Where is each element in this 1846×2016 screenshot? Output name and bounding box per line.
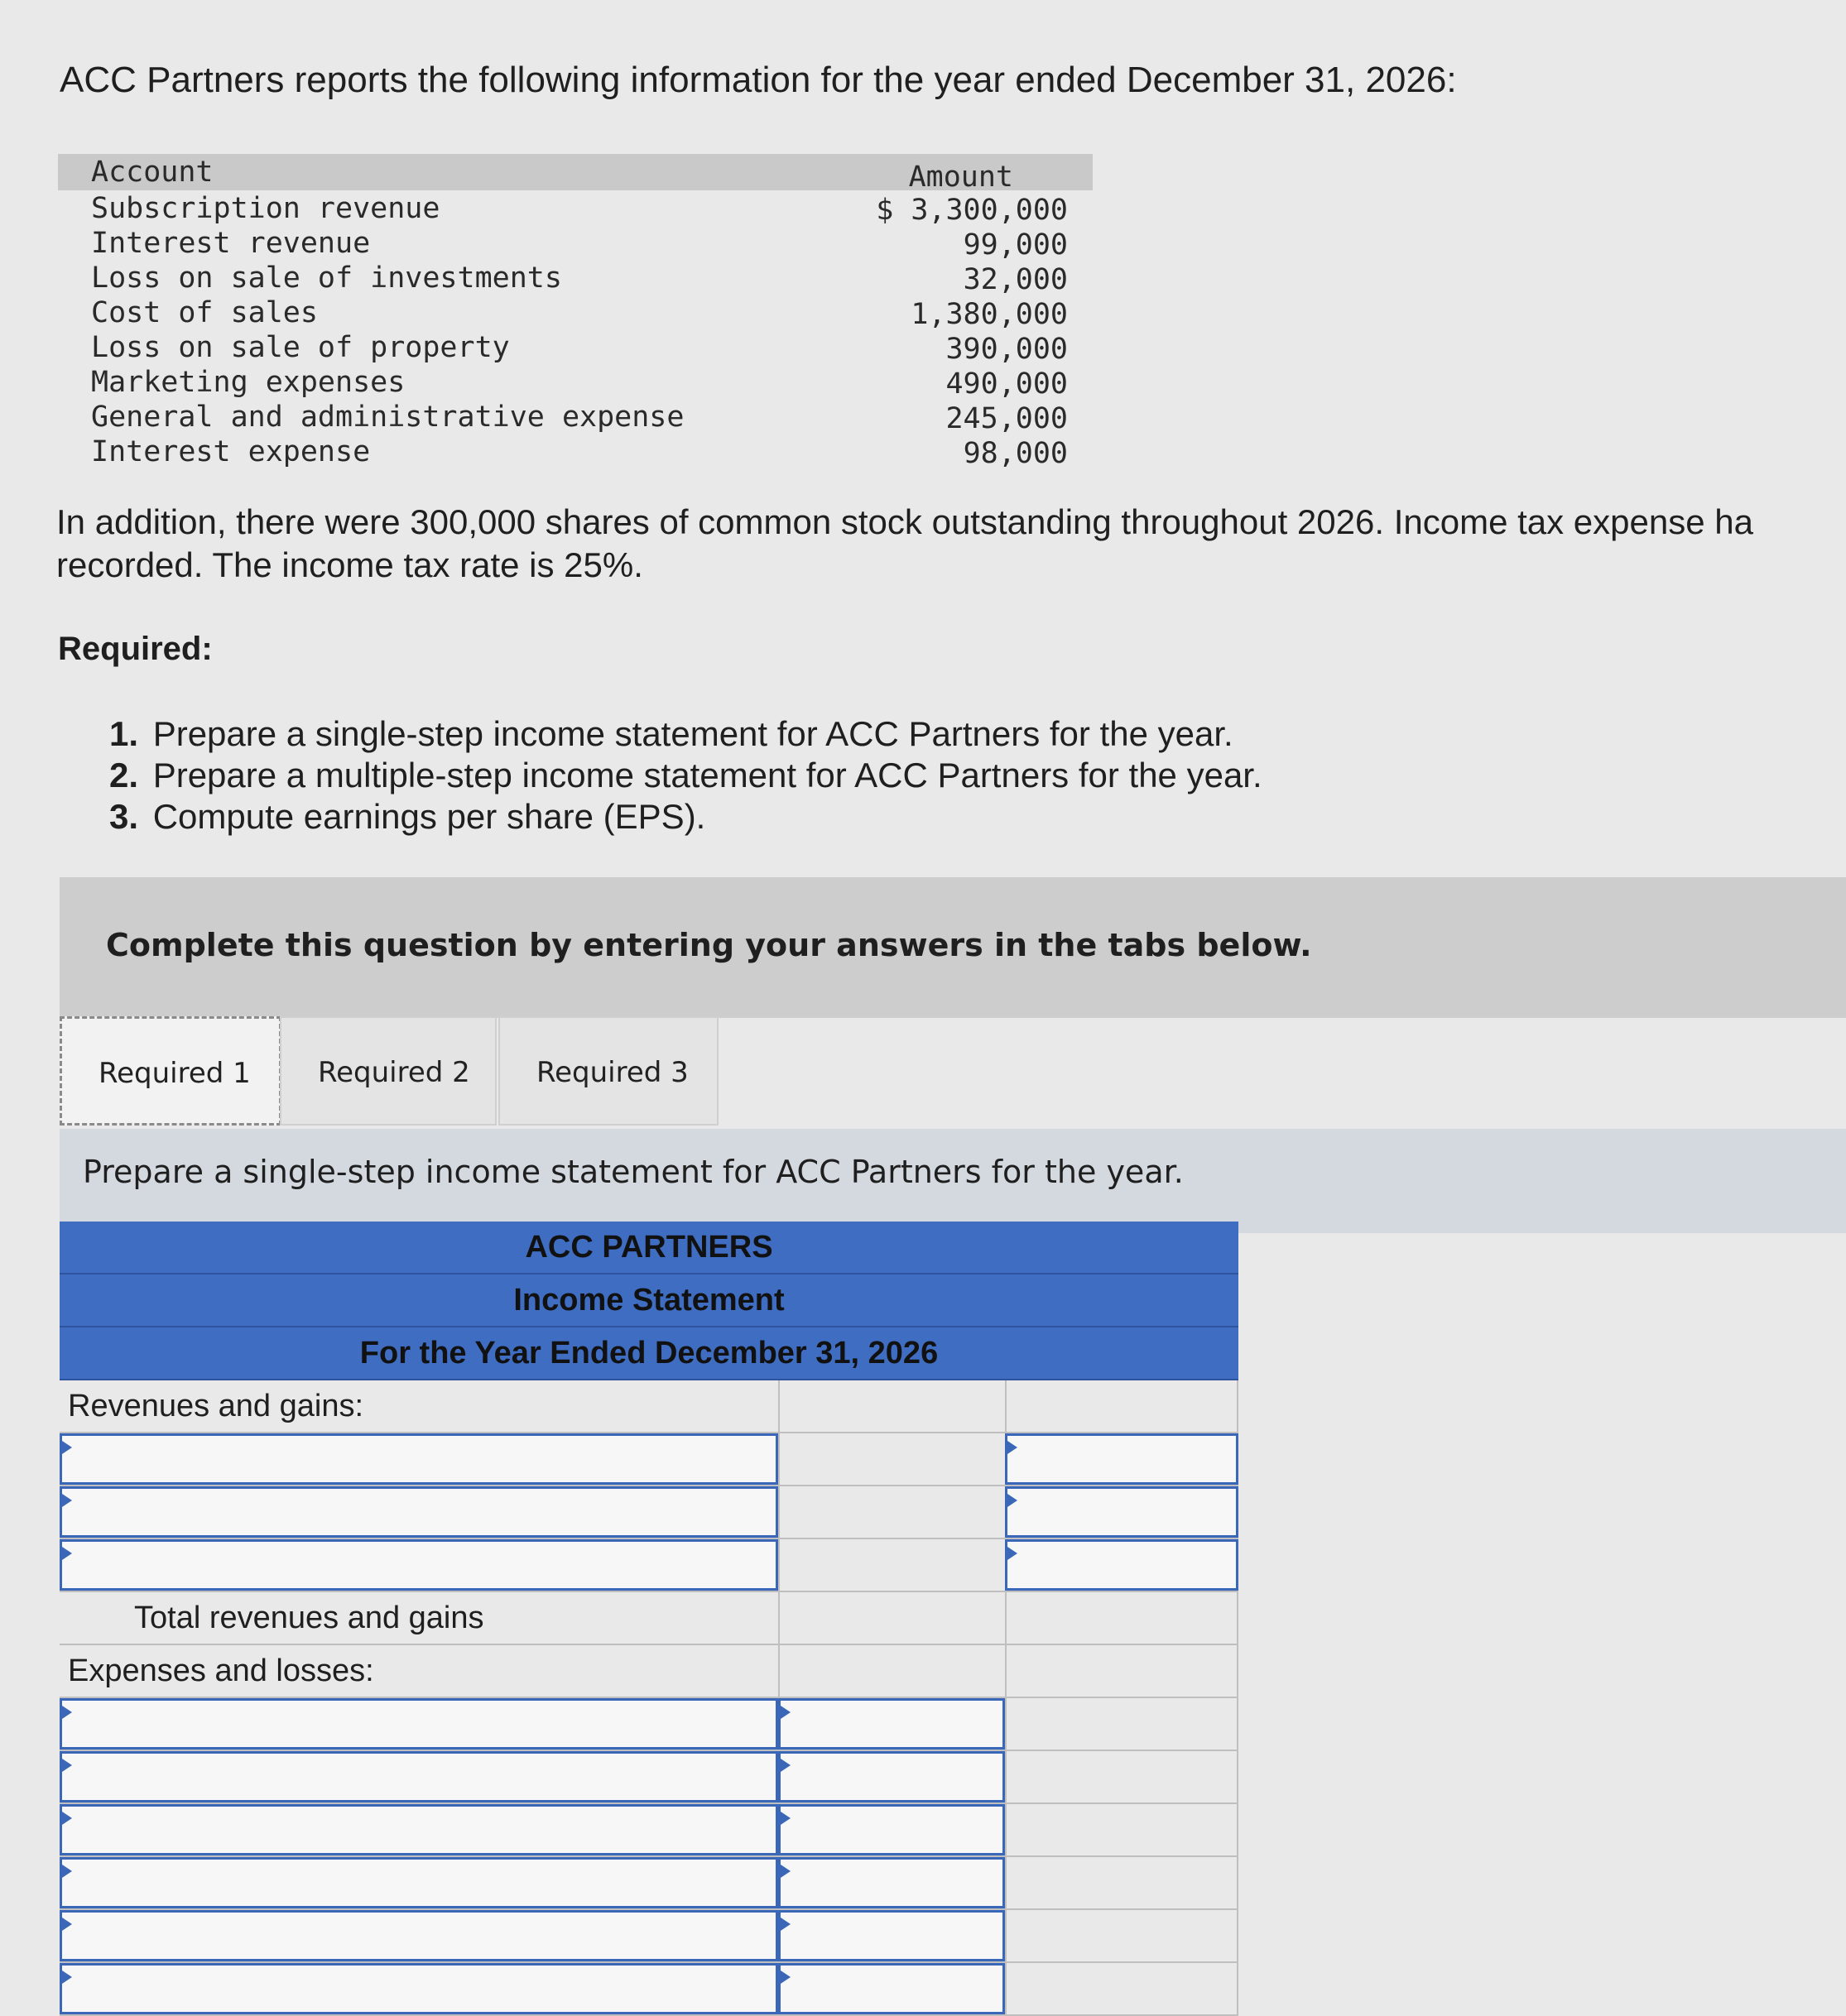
total-revenues-value	[1005, 1592, 1238, 1644]
expenses-label: Expenses and losses:	[68, 1654, 374, 1688]
expense-amount-input[interactable]	[778, 1804, 1005, 1855]
revenue-account-input[interactable]	[60, 1539, 778, 1591]
table-row	[60, 1380, 1238, 1433]
empty-cell	[778, 1486, 1005, 1538]
expense-account-input[interactable]	[60, 1857, 778, 1908]
item-text: Compute earnings per share (EPS).	[152, 797, 706, 836]
instruction-banner	[60, 877, 1846, 1018]
expense-amount-input[interactable]	[778, 1857, 1005, 1908]
account-amount: 1,380,000	[911, 298, 1068, 331]
account-amount: 99,000	[963, 228, 1068, 262]
empty-cell	[1005, 1380, 1238, 1432]
account-name: Loss on sale of investments	[91, 262, 562, 295]
expense-account-input[interactable]	[60, 1963, 778, 2014]
additional-info	[56, 501, 1844, 587]
table-row	[58, 260, 1093, 295]
table-row	[60, 1804, 1238, 1857]
expense-amount-input[interactable]	[778, 1910, 1005, 1961]
required-heading: Required:	[58, 631, 213, 667]
tab-instruction-strip	[60, 1129, 1846, 1233]
account-amount: 390,000	[945, 333, 1068, 366]
account-amount: 245,000	[945, 402, 1068, 435]
income-statement	[60, 1222, 1238, 2016]
account-name: Interest expense	[91, 435, 371, 468]
accounts-table	[58, 154, 1093, 468]
table-row	[58, 434, 1093, 468]
header-account: Account	[91, 156, 214, 189]
empty-cell	[1005, 1804, 1238, 1855]
statement-period: For the Year Ended December 31, 2026	[60, 1327, 1238, 1380]
account-name: Marketing expenses	[91, 366, 406, 399]
statement-company: ACC PARTNERS	[60, 1222, 1238, 1274]
empty-cell	[1005, 1910, 1238, 1961]
account-amount: 490,000	[945, 367, 1068, 401]
additional-info-line: In addition, there were 300,000 shares of common stock outstanding throughout 2026. Income tax expense ha	[56, 502, 1753, 541]
empty-cell	[1005, 1751, 1238, 1802]
table-row	[58, 225, 1093, 260]
account-name: Interest revenue	[91, 227, 371, 260]
tab-required-2[interactable]	[280, 1016, 497, 1126]
item-number: 1.	[109, 714, 139, 753]
empty-cell	[778, 1539, 1005, 1591]
statement-title: Income Statement	[60, 1274, 1238, 1327]
account-amount: $ 3,300,000	[876, 194, 1068, 227]
table-row	[60, 1433, 1238, 1486]
item-number: 3.	[109, 797, 139, 836]
item-number: 2.	[109, 756, 139, 794]
table-row	[60, 1592, 1238, 1645]
account-name: Subscription revenue	[91, 192, 440, 225]
account-amount: 32,000	[963, 263, 1068, 296]
total-revenues-label: Total revenues and gains	[134, 1601, 484, 1635]
table-row	[60, 1698, 1238, 1751]
accounts-table-header	[58, 154, 1093, 194]
intro-text: ACC Partners reports the following information for the year ended December 31, 2026:	[60, 60, 1457, 100]
table-row	[58, 364, 1093, 399]
expense-account-input[interactable]	[60, 1698, 778, 1750]
statement-grid	[60, 1380, 1238, 2016]
header-amount: Amount	[908, 161, 1013, 194]
table-row	[58, 329, 1093, 364]
account-name: Loss on sale of property	[91, 331, 510, 364]
tab-label: Required 1	[99, 1057, 251, 1090]
empty-cell	[778, 1433, 1005, 1485]
table-row	[60, 1539, 1238, 1592]
expense-account-input[interactable]	[60, 1910, 778, 1961]
tab-required-1[interactable]	[60, 1016, 281, 1126]
account-name: Cost of sales	[91, 296, 318, 329]
expense-amount-input[interactable]	[778, 1963, 1005, 2014]
instruction-text: Complete this question by entering your answers in the tabs below.	[106, 927, 1312, 963]
table-row	[60, 1963, 1238, 2016]
empty-cell	[1005, 1645, 1238, 1697]
list-item	[109, 755, 1262, 796]
expense-account-input[interactable]	[60, 1804, 778, 1855]
tab-label: Required 3	[536, 1056, 689, 1089]
tab-required-3[interactable]	[498, 1016, 719, 1126]
empty-cell	[1005, 1963, 1238, 2014]
expense-account-input[interactable]	[60, 1751, 778, 1802]
revenue-amount-input[interactable]	[1005, 1433, 1238, 1485]
table-row	[60, 1486, 1238, 1539]
tab-bar	[60, 1016, 1846, 1129]
list-item	[109, 796, 1262, 838]
account-name: General and administrative expense	[91, 401, 685, 434]
item-text: Prepare a multiple-step income statement for ACC Partners for the year.	[152, 756, 1262, 794]
revenue-amount-input[interactable]	[1005, 1486, 1238, 1538]
expense-amount-input[interactable]	[778, 1751, 1005, 1802]
tab-instruction: Prepare a single-step income statement for ACC Partners for the year.	[83, 1154, 1184, 1190]
table-row	[60, 1910, 1238, 1963]
list-item	[109, 713, 1262, 755]
required-list	[109, 713, 1262, 838]
table-row	[60, 1857, 1238, 1910]
revenues-label: Revenues and gains:	[68, 1389, 364, 1423]
table-row	[60, 1751, 1238, 1804]
empty-cell	[778, 1592, 1005, 1644]
account-amount: 98,000	[963, 437, 1068, 470]
empty-cell	[778, 1645, 1005, 1697]
empty-cell	[1005, 1857, 1238, 1908]
revenue-account-input[interactable]	[60, 1486, 778, 1538]
expense-amount-input[interactable]	[778, 1698, 1005, 1750]
table-row	[58, 399, 1093, 434]
additional-info-line: recorded. The income tax rate is 25%.	[56, 545, 643, 584]
table-row	[58, 295, 1093, 329]
tab-label: Required 2	[318, 1056, 470, 1089]
table-row	[58, 190, 1093, 225]
revenue-amount-input[interactable]	[1005, 1539, 1238, 1591]
empty-cell	[778, 1380, 1005, 1432]
item-text: Prepare a single-step income statement for ACC Partners for the year.	[152, 714, 1233, 753]
empty-cell	[1005, 1698, 1238, 1750]
table-row	[60, 1645, 1238, 1698]
revenue-account-input[interactable]	[60, 1433, 778, 1485]
